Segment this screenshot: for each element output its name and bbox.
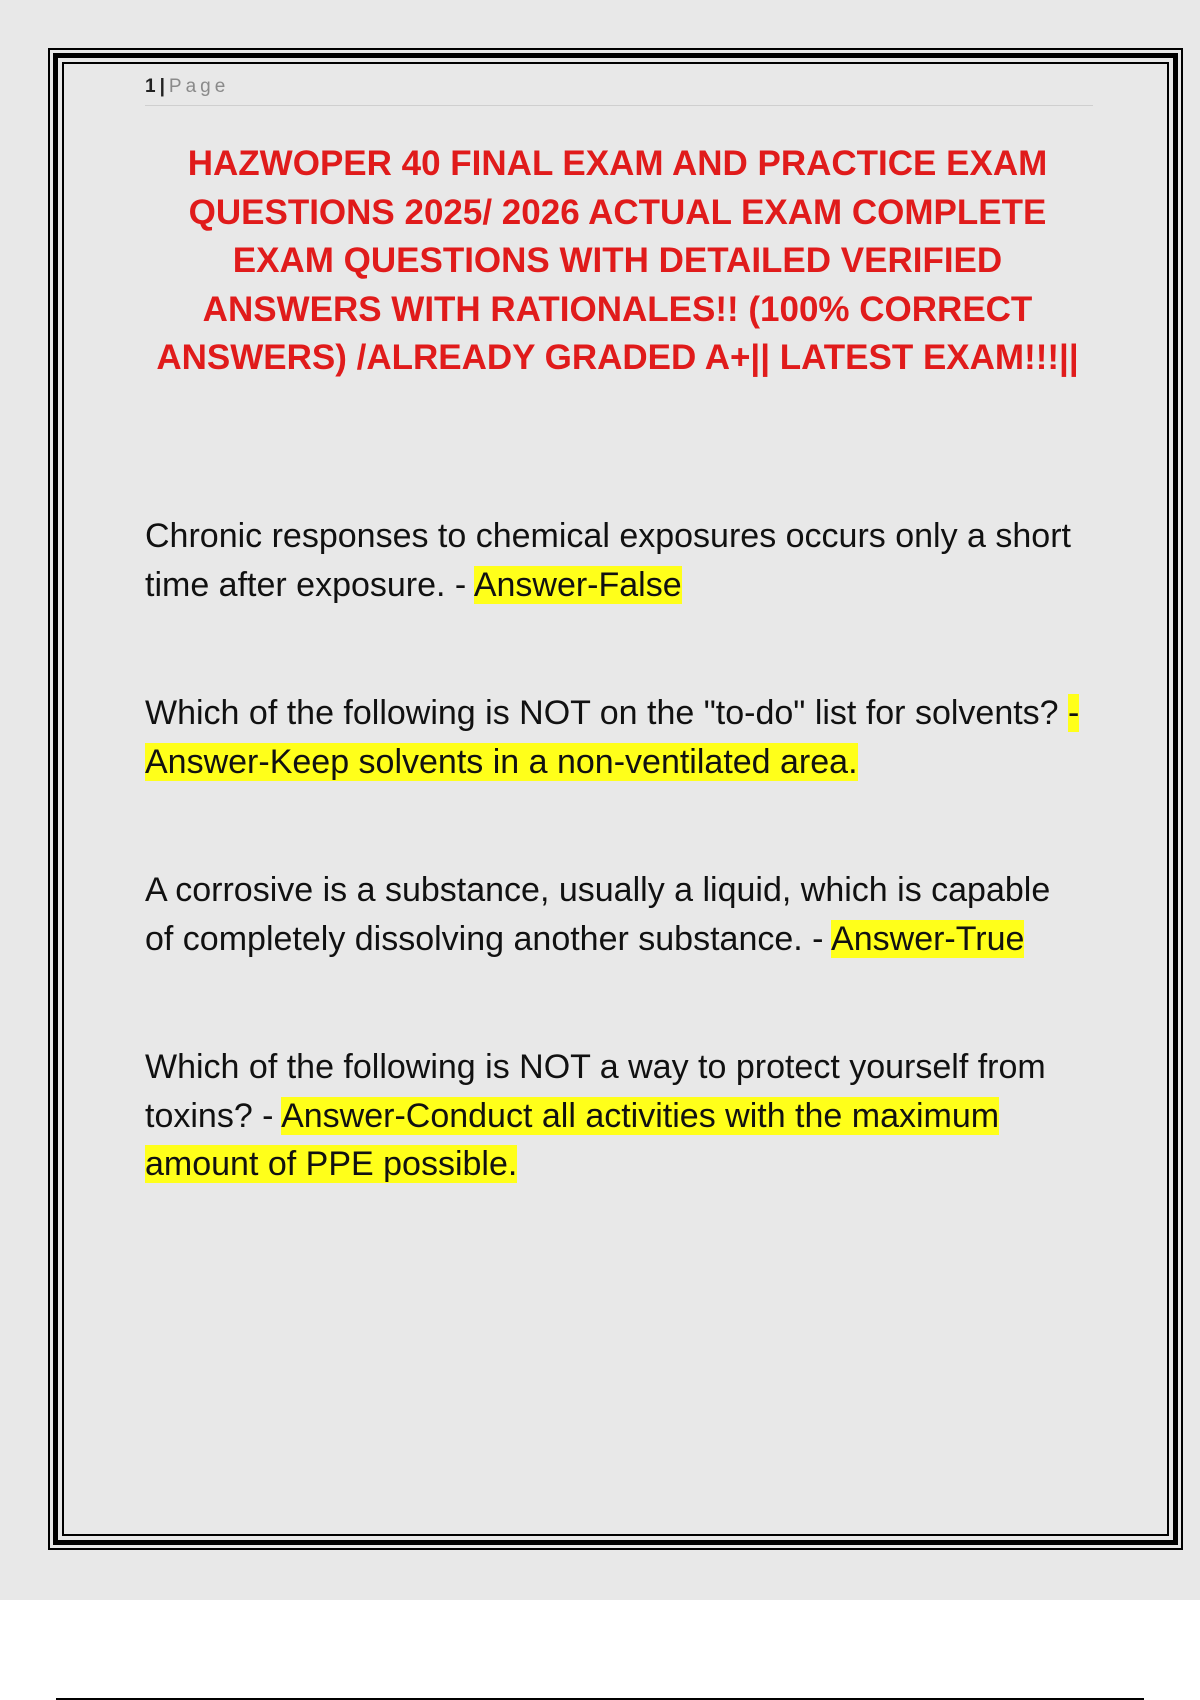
question-item xyxy=(145,512,1080,609)
question-item xyxy=(145,866,1080,963)
page-label: Page xyxy=(168,76,230,97)
question-text: Chronic responses to chemical exposures occurs only a short time after exposure. - xyxy=(145,517,1071,604)
answer-highlight: Answer-False xyxy=(473,565,682,604)
page-header xyxy=(145,74,1093,106)
answer-highlight: - Answer-Keep solvents in a non-ventilated area. xyxy=(145,694,1080,781)
answer-highlight: Answer-True xyxy=(831,919,1025,958)
page-number: 1 xyxy=(145,76,156,97)
question-text: Which of the following is NOT a way to protect yourself from toxins? - xyxy=(145,1048,1046,1135)
answer-highlight: Answer-Conduct all activities with the maximum amount of PPE possible. xyxy=(145,1096,1000,1183)
question-item xyxy=(145,1043,1080,1189)
question-text: A corrosive is a substance, usually a liquid, which is capable of completely dissolving another substance. - xyxy=(145,871,1051,958)
question-text: Which of the following is NOT on the "to-do" list for solvents? xyxy=(145,694,1069,732)
document-title: HAZWOPER 40 FINAL EXAM AND PRACTICE EXAM QUESTIONS 2025/ 2026 ACTUAL EXAM COMPLETE EXAM QUESTIONS WITH DETAILED VERIFIED ANSWERS WITH RATIONALES!! (100% CORRECT ANSWERS) /ALREADY GRADED A+|| LATEST EXAM!!!|| xyxy=(156,144,1079,377)
question-list xyxy=(145,512,1080,1269)
question-item xyxy=(145,689,1080,786)
page-separator: | xyxy=(159,76,165,97)
